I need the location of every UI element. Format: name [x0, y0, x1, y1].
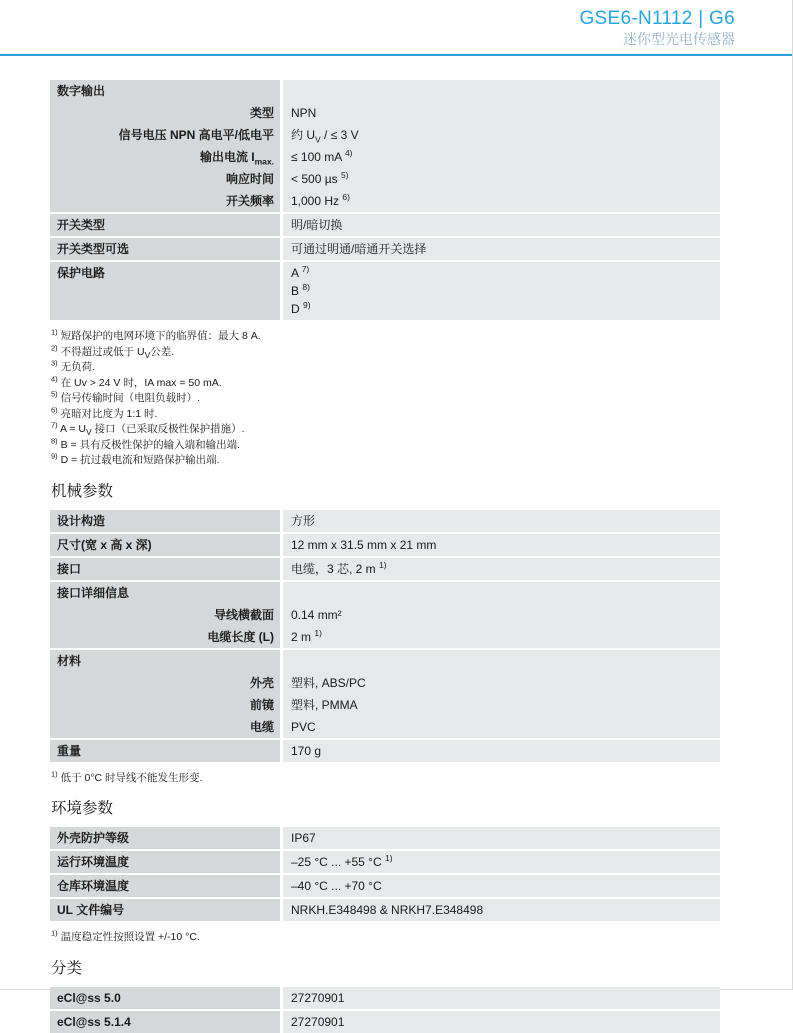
- value-line: 2 m $^{1)}$: [291, 627, 322, 644]
- spec-row: [50, 1011, 720, 1033]
- spec-line: [50, 899, 720, 921]
- footnote: $^{6)}$ 亮暗对比度为 1:1 时.: [51, 405, 158, 420]
- row-label: UL 文件编号: [50, 899, 280, 921]
- value-line: 明/暗切换: [291, 218, 343, 232]
- spec-row: [50, 851, 720, 873]
- spec-line: [50, 510, 720, 532]
- row-value: [283, 146, 720, 168]
- footnote-marker: 6): [51, 405, 58, 414]
- footnote: $^{9)}$ D = 抗过载电流和短路保护输出端.: [51, 451, 220, 466]
- value-line: NPN: [291, 106, 317, 120]
- digital-output-table: [50, 80, 720, 320]
- value-line: 塑料, PMMA: [291, 697, 358, 712]
- row-value: [283, 582, 720, 604]
- footnote-marker: 3): [51, 358, 58, 368]
- footnote: $^{1)}$ 短路保护的电网环境下的临界值：最大 8 A.: [51, 327, 261, 342]
- row-value: [283, 80, 720, 102]
- row-label: 导线横截面: [50, 604, 280, 626]
- row-value: [283, 534, 720, 556]
- spec-line: [50, 146, 720, 168]
- spec-line: [50, 740, 720, 762]
- spec-row: [50, 510, 720, 532]
- spec-row: [50, 875, 720, 897]
- spec-group: [50, 582, 720, 648]
- value-line: 12 mm x 31.5 mm x 21 mm: [291, 537, 437, 552]
- row-label: 仓库环境温度: [50, 875, 280, 897]
- environment-footnotes: [51, 930, 720, 946]
- content: [0, 56, 720, 1033]
- classification-heading: 分类: [51, 959, 83, 977]
- value-line: D $^{9)}$: [291, 300, 311, 316]
- spec-group: [50, 650, 720, 738]
- row-value: [283, 851, 720, 873]
- product-subtitle: 迷你型光电传感器: [623, 31, 735, 47]
- row-value: [283, 102, 720, 124]
- value-line: 电缆，3 芯, 2 m $^{1)}$: [291, 559, 387, 576]
- spec-line: [50, 558, 720, 580]
- row-label: 接口: [50, 558, 280, 580]
- spec-line: [50, 604, 720, 626]
- spec-line: [50, 827, 720, 849]
- row-value: [283, 875, 720, 897]
- row-value: [283, 626, 720, 648]
- row-value: [283, 262, 720, 320]
- row-value: [283, 510, 720, 532]
- spec-line: [50, 238, 720, 260]
- footnote: $^{3)}$ 无负荷.: [51, 358, 96, 373]
- row-label: 输出电流 $I_{max.}$: [50, 146, 280, 168]
- spec-line: [50, 1011, 720, 1033]
- footnote: $^{7)}$ $A = U_V$ 接口（已采取反极性保护措施）.: [51, 420, 245, 438]
- spec-line: [50, 851, 720, 873]
- spec-line: [50, 672, 720, 694]
- mechanical-table: [50, 510, 720, 762]
- row-label: 开关类型: [50, 214, 280, 236]
- row-value: [283, 716, 720, 738]
- row-label: 响应时间: [50, 168, 280, 190]
- digital-output-footnotes: [51, 329, 720, 469]
- footnote: $^{4)}$ 在 Uv > 24 V 时，IA max = 50 mA.: [51, 374, 222, 389]
- spec-row: [50, 238, 720, 260]
- row-label: 电缆: [50, 716, 280, 738]
- spec-line: [50, 875, 720, 897]
- spec-line: [50, 650, 720, 672]
- footnote-marker: 7): [51, 420, 58, 430]
- footnote-marker: 1): [51, 769, 58, 778]
- spec-row: [50, 558, 720, 580]
- row-label: 接口详细信息: [50, 582, 280, 604]
- footnote: $^{1)}$ 温度稳定性按照设置 +/-10 °C.: [51, 928, 200, 943]
- row-value: [283, 827, 720, 849]
- row-value: [283, 558, 720, 580]
- row-value: [283, 168, 720, 190]
- value-line: NRKH.E348498 & NRKH7.E348498: [291, 903, 484, 917]
- value-line: B $^{8)}$: [291, 282, 310, 298]
- row-label: 尺寸(宽 x 高 x 深): [50, 534, 280, 556]
- product-title: GSE6-N1112 | G6: [579, 8, 735, 29]
- row-label: 信号电压 NPN 高电平/低电平: [50, 124, 280, 146]
- footnote: $^{8)}$ B = 具有反极性保护的输入端和输出端.: [51, 436, 240, 451]
- row-value: [283, 694, 720, 716]
- footnote: $^{1)}$ 低于 0°C 时导线不能发生形变.: [51, 769, 203, 784]
- spec-line: [50, 102, 720, 124]
- spec-row: [50, 534, 720, 556]
- row-value: [283, 987, 720, 1009]
- row-label: 开关频率: [50, 190, 280, 212]
- row-label: 外壳防护等级: [50, 827, 280, 849]
- environment-table: [50, 827, 720, 921]
- spec-row: [50, 214, 720, 236]
- footnote-marker: 1): [51, 327, 58, 337]
- row-value: [283, 604, 720, 626]
- spec-line: [50, 262, 720, 320]
- row-value: [283, 650, 720, 672]
- spec-row: [50, 899, 720, 921]
- row-label: 开关类型可选: [50, 238, 280, 260]
- spec-group: [50, 80, 720, 212]
- spec-line: [50, 214, 720, 236]
- spec-line: [50, 582, 720, 604]
- row-label: 材料: [50, 650, 280, 672]
- row-label: 运行环境温度: [50, 851, 280, 873]
- value-line: 约 $U_V$ / ≤ 3 V: [291, 128, 359, 145]
- spec-row: [50, 262, 720, 320]
- value-line: ≤ 100 mA $^{4)}$: [291, 148, 353, 164]
- row-label: 外壳: [50, 672, 280, 694]
- environment-heading: 环境参数: [51, 800, 114, 817]
- spec-line: [50, 190, 720, 212]
- value-line: 可通过明通/暗通开关选择: [291, 242, 427, 256]
- row-value: [283, 672, 720, 694]
- value-line: –25 °C ... +55 °C $^{1)}$: [291, 853, 393, 869]
- classification-table: [50, 987, 720, 1033]
- value-line: 塑料, ABS/PC: [291, 675, 366, 690]
- mechanical-footnotes: [51, 771, 720, 787]
- spec-line: [50, 168, 720, 190]
- spec-line: [50, 534, 720, 556]
- row-label: eCl@ss 5.0: [50, 987, 280, 1009]
- value-line: IP67: [291, 831, 316, 845]
- value-line: 170 g: [291, 743, 322, 758]
- value-line: PVC: [291, 719, 316, 734]
- spec-line: [50, 80, 720, 102]
- spec-row: [50, 987, 720, 1009]
- mechanical-heading: 机械参数: [51, 482, 114, 500]
- footnote-marker: 2): [51, 343, 58, 352]
- footnote: $^{5)}$ 信号传输时间（电阻负载时）.: [51, 389, 201, 404]
- value-line: 0.14 mm²: [291, 607, 342, 622]
- spec-line: [50, 626, 720, 648]
- row-value: [283, 214, 720, 236]
- header: [0, 0, 792, 48]
- spec-row: [50, 827, 720, 849]
- row-label: 重量: [50, 740, 280, 762]
- footnote: $^{2)}$ 不得超过或低于 $U_V$公差.: [51, 343, 175, 360]
- row-label: 设计构造: [50, 510, 280, 532]
- value-line: –40 °C ... +70 °C: [291, 879, 382, 893]
- footnote-marker: 9): [51, 451, 58, 461]
- row-value: [283, 124, 720, 146]
- value-line: < 500 µs $^{5)}$: [291, 170, 349, 186]
- row-label: 保护电路: [50, 262, 280, 320]
- value-line: 1,000 Hz $^{6)}$: [291, 192, 350, 208]
- row-label: 类型: [50, 102, 280, 124]
- row-label: eCl@ss 5.1.4: [50, 1011, 280, 1033]
- value-line: 方形: [291, 513, 316, 528]
- spec-line: [50, 694, 720, 716]
- row-value: [283, 899, 720, 921]
- value-line: 27270901: [291, 990, 345, 1005]
- row-label: 数字输出: [50, 80, 280, 102]
- row-label: 电缆长度 (L): [50, 626, 280, 648]
- spec-line: [50, 987, 720, 1009]
- footnote-marker: 8): [51, 436, 58, 445]
- row-value: [283, 190, 720, 212]
- footnote-marker: 5): [51, 389, 58, 399]
- spec-line: [50, 124, 720, 146]
- spec-row: [50, 740, 720, 762]
- row-value: [283, 1011, 720, 1033]
- row-value: [283, 238, 720, 260]
- value-line: A $^{7)}$: [291, 264, 310, 280]
- footnote-marker: 4): [51, 374, 58, 383]
- value-line: 27270901: [291, 1014, 345, 1029]
- row-value: [283, 740, 720, 762]
- footnote-marker: 1): [51, 928, 58, 938]
- spec-line: [50, 716, 720, 738]
- row-label: 前镜: [50, 694, 280, 716]
